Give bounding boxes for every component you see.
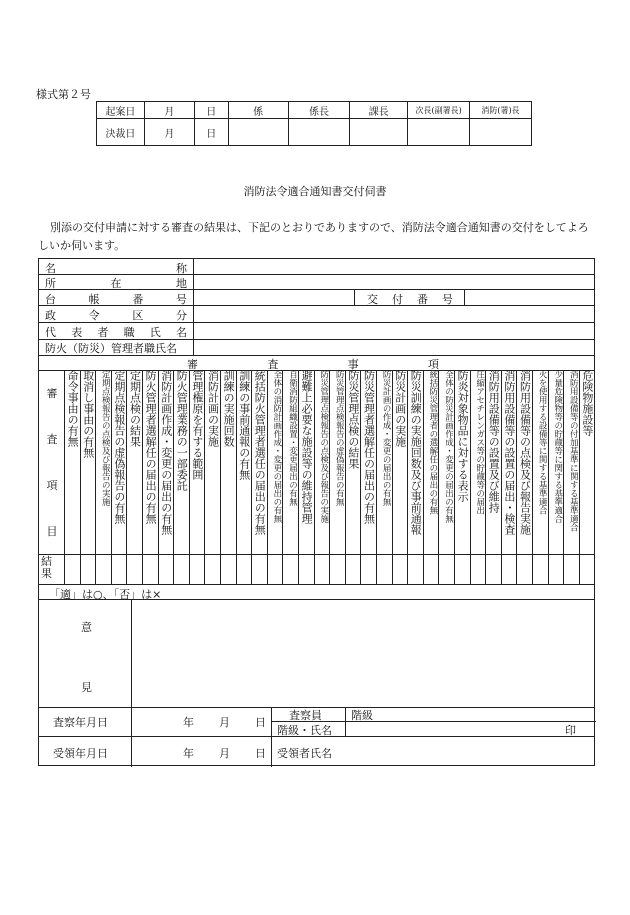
receiver-name-label: 受領者氏名 [277,747,332,760]
review-item: 命令事由の有無 [66,370,80,447]
drafted-label: 起案日 [97,102,145,119]
issue-number-label: 交 付 番 号 [367,293,453,306]
review-item: 防災計画の作成・変更の届出の有無 [381,370,392,506]
review-item: 定期点検報告の虚偽報告の有無 [112,370,126,524]
review-item: 消防計画作成・変更の届出の有無 [159,370,173,535]
receipt-year: 年 [183,747,194,760]
inspection-month: 月 [219,716,230,729]
review-item: 訓練の実施回数 [222,370,236,447]
review-item: 定期点検報告の点検及び報告の実施 [100,370,111,506]
result-cell[interactable] [424,555,439,583]
result-cell[interactable] [486,555,501,583]
decided-label: 決裁日 [97,119,145,146]
role-deputy: 次長(副署長) [408,102,470,119]
seal-mark: 印 [565,724,576,737]
review-item: 全体の防災計画作成・変更の届出の有無 [443,370,454,523]
result-cell[interactable] [549,555,564,583]
result-cell[interactable] [346,555,361,583]
review-item: 圧縮アセチレンガス等の貯蔵等の届出 [474,370,485,515]
rank-field[interactable] [391,708,591,720]
result-cell[interactable] [252,555,267,583]
receipt-day: 日 [255,747,266,760]
result-cell[interactable] [471,555,486,583]
review-side-label: 審 査 項 目 [46,387,58,538]
review-item: 防災訓練の実施回数及び事前通報 [409,370,423,535]
result-cell[interactable] [205,555,220,583]
decided-month: 月 [144,119,194,146]
result-cell[interactable] [439,555,454,583]
result-cell[interactable] [580,555,595,583]
representative-label: 代 表 者 職 氏 名 [45,326,187,339]
result-cell[interactable] [268,555,283,583]
result-cell[interactable] [564,555,579,583]
ordinance-district-label: 政 令 区 分 [45,309,187,322]
review-item: 統括防火管理者選任の届出の有無 [253,370,267,535]
review-item: 防災管理点検報告の虚偽報告の有無 [334,370,345,506]
inspection-date-label: 査察年月日 [53,716,108,729]
result-cell[interactable] [393,555,408,583]
review-item: 定期点検の結果 [128,370,142,447]
result-cell[interactable] [315,555,330,583]
review-item: 消防計画の実施 [206,370,220,447]
location-label: 所 在 地 [45,277,187,290]
legend: 「適」は○、「否」は× [49,588,162,601]
result-cell[interactable] [377,555,392,583]
review-item: 消防用設備等の設置の届出・検査 [502,370,516,535]
review-item: 防災管理者選解任の届出の有無 [362,370,376,524]
form-number: 様式第２号 [36,88,91,101]
result-cell[interactable] [237,555,252,583]
seal-fire-chief[interactable] [470,119,532,146]
result-cell[interactable] [159,555,174,583]
result-cell[interactable] [174,555,189,583]
role-fire-chief: 消防(署)長 [470,102,532,119]
review-item: 防炎対象物品に対する表示 [456,370,470,502]
result-cell[interactable] [361,555,376,583]
receipt-month: 月 [219,747,230,760]
result-cell[interactable] [330,555,345,583]
manager-label: 防火（防災）管理者職氏名 [45,342,177,355]
review-item: 危険物施設等 [580,370,594,436]
result-cell[interactable] [143,555,158,583]
review-item: 統括防災管理者の選解任の届出の有無 [427,370,438,515]
review-item: 防災管理点検の結果 [346,370,360,469]
review-item: 防火管理者選解任の届出の有無 [144,370,158,524]
review-header: 審 査 事 項 [187,358,439,371]
result-cell[interactable] [81,555,96,583]
result-cell[interactable] [283,555,298,583]
seal-staff[interactable] [228,119,288,146]
review-item: 避難上必要な施設等の維持管理 [300,370,314,524]
drafted-month: 月 [144,102,194,119]
review-item: 防災計画の実施 [393,370,407,447]
review-item: 火を使用する設備等に関する基準適合 [537,370,548,515]
result-cell[interactable] [127,555,142,583]
inspection-year: 年 [183,716,194,729]
review-item: 全体の消防計画作成・変更の届出の有無 [271,370,282,523]
role-staff: 係 [228,102,288,119]
result-cell[interactable] [96,555,111,583]
review-item: 消防用設備等の設置及び維持 [487,370,501,513]
inspection-day: 日 [255,716,266,729]
review-item: 防災管理点検報告の点検及び報告の実施 [318,370,329,523]
intro-text: 別添の交付申請に対する審査の結果は、下記のとおりでありますので、消防法令適合通知書の交付をしてよろしいか伺います。 [38,221,589,252]
approval-table [96,101,532,146]
opinion-label-2: 見 [81,681,92,694]
decided-day: 日 [194,119,228,146]
result-cell[interactable] [408,555,423,583]
review-item: 消防用設備等の付加基準に関する基準適合 [568,370,579,532]
rank-label: 階級 [351,709,373,722]
opinion-field[interactable] [133,601,593,705]
result-cell[interactable] [299,555,314,583]
review-item: 防火管理業務の一部委託 [175,370,189,491]
review-form [38,258,595,766]
result-label: 結果 [41,555,52,580]
inspector-label: 査察員 [289,709,322,722]
seal-chief[interactable] [288,119,350,146]
seal-section-head[interactable] [350,119,408,146]
review-item: 訓練の事前通報の有無 [237,370,251,480]
result-cell[interactable] [455,555,470,583]
name-label: 名 称 [45,262,187,275]
result-cell[interactable] [112,555,127,583]
ledger-number-label: 台 帳 番 号 [45,293,187,306]
result-cell[interactable] [517,555,532,583]
role-section-head: 課長 [350,102,408,119]
review-item: 少量危険物等の貯蔵等に関する基準適合 [552,370,563,523]
receiver-name-field[interactable] [345,739,593,765]
review-item: 消防用設備等の点検及び報告実施 [518,370,532,535]
review-item: 取消し事由の有無 [81,370,95,458]
rank-name-label: 階級・氏名 [277,724,332,737]
document-title: 消防法令適合通知書交付伺書 [243,185,387,198]
inspector-name-field[interactable] [347,723,557,735]
result-cell[interactable] [221,555,236,583]
result-cell[interactable] [502,555,517,583]
opinion-label-1: 意 [81,621,92,634]
review-item: 管理権原を有する範囲 [190,370,204,480]
role-chief: 係長 [288,102,350,119]
seal-deputy[interactable] [408,119,470,146]
review-item: 自衛消防組織設置・変更届出の有無 [287,370,298,506]
result-cell[interactable] [533,555,548,583]
receipt-date-label: 受領年月日 [53,747,108,760]
drafted-day: 日 [194,102,228,119]
result-cell[interactable] [65,555,80,583]
result-cell[interactable] [190,555,205,583]
